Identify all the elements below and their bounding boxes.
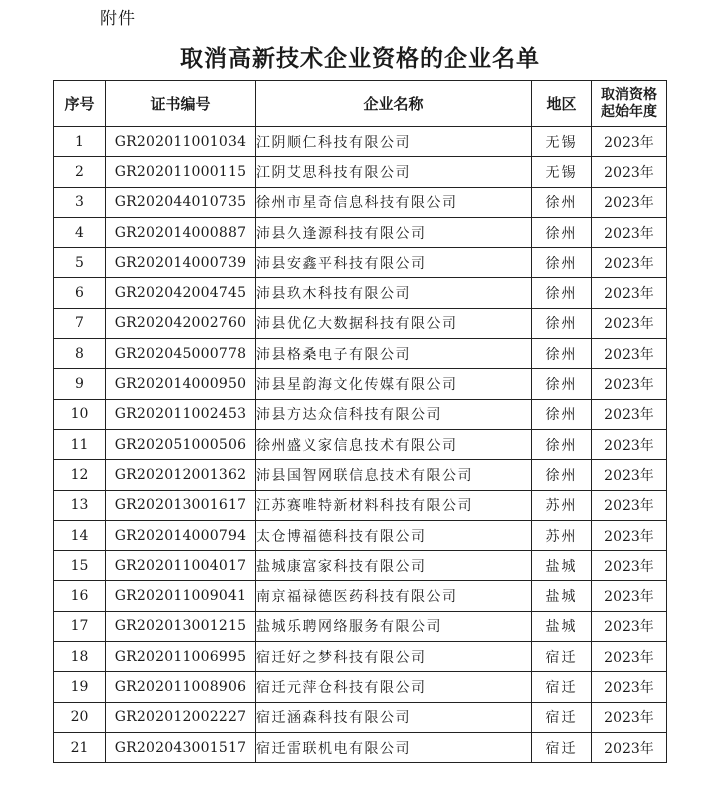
region: 徐州 bbox=[532, 369, 592, 399]
certificate-number: GR202011002453 bbox=[106, 399, 256, 429]
region: 徐州 bbox=[532, 248, 592, 278]
table-row bbox=[54, 732, 667, 762]
certificate-number: GR202045000778 bbox=[106, 339, 256, 369]
region: 盐城 bbox=[532, 551, 592, 581]
row-index: 18 bbox=[54, 642, 106, 672]
revocation-start-year: 2023年 bbox=[592, 308, 667, 338]
table-row bbox=[54, 217, 667, 247]
region: 无锡 bbox=[532, 127, 592, 157]
row-index: 14 bbox=[54, 520, 106, 550]
company-name: 沛县优亿大数据科技有限公司 bbox=[256, 308, 532, 338]
table-row bbox=[54, 399, 667, 429]
table-header bbox=[54, 81, 667, 127]
certificate-number: GR202042004745 bbox=[106, 278, 256, 308]
revocation-start-year: 2023年 bbox=[592, 490, 667, 520]
row-index: 19 bbox=[54, 672, 106, 702]
certificate-number: GR202014000887 bbox=[106, 217, 256, 247]
table-row bbox=[54, 429, 667, 459]
certificate-number: GR202044010735 bbox=[106, 187, 256, 217]
region: 无锡 bbox=[532, 157, 592, 187]
company-name: 盐城乐聘网络服务有限公司 bbox=[256, 611, 532, 641]
region: 宿迁 bbox=[532, 702, 592, 732]
company-name: 宿迁元萍仓科技有限公司 bbox=[256, 672, 532, 702]
company-name: 宿迁雷联机电有限公司 bbox=[256, 732, 532, 762]
revocation-start-year: 2023年 bbox=[592, 672, 667, 702]
certificate-number: GR202011008906 bbox=[106, 672, 256, 702]
revocation-start-year: 2023年 bbox=[592, 339, 667, 369]
revocation-start-year: 2023年 bbox=[592, 642, 667, 672]
header-year: 取消资格起始年度 bbox=[592, 81, 667, 127]
revocation-start-year: 2023年 bbox=[592, 460, 667, 490]
region: 徐州 bbox=[532, 308, 592, 338]
company-name: 江苏赛唯特新材料科技有限公司 bbox=[256, 490, 532, 520]
certificate-number: GR202042002760 bbox=[106, 308, 256, 338]
certificate-number: GR202051000506 bbox=[106, 429, 256, 459]
row-index: 6 bbox=[54, 278, 106, 308]
region: 苏州 bbox=[532, 520, 592, 550]
certificate-number: GR202014000739 bbox=[106, 248, 256, 278]
row-index: 8 bbox=[54, 339, 106, 369]
row-index: 2 bbox=[54, 157, 106, 187]
region: 徐州 bbox=[532, 278, 592, 308]
table-row bbox=[54, 187, 667, 217]
revocation-start-year: 2023年 bbox=[592, 127, 667, 157]
row-index: 3 bbox=[54, 187, 106, 217]
row-index: 10 bbox=[54, 399, 106, 429]
revocation-start-year: 2023年 bbox=[592, 399, 667, 429]
company-name: 徐州市星奇信息科技有限公司 bbox=[256, 187, 532, 217]
revocation-start-year: 2023年 bbox=[592, 187, 667, 217]
attachment-label: 附件 bbox=[100, 9, 136, 29]
region: 宿迁 bbox=[532, 732, 592, 762]
table-row bbox=[54, 520, 667, 550]
region: 徐州 bbox=[532, 217, 592, 247]
table-row bbox=[54, 369, 667, 399]
certificate-number: GR202012001362 bbox=[106, 460, 256, 490]
revocation-start-year: 2023年 bbox=[592, 248, 667, 278]
certificate-number: GR202014000950 bbox=[106, 369, 256, 399]
company-name: 沛县安鑫平科技有限公司 bbox=[256, 248, 532, 278]
company-name: 盐城康富家科技有限公司 bbox=[256, 551, 532, 581]
region: 盐城 bbox=[532, 581, 592, 611]
table-row bbox=[54, 308, 667, 338]
region: 盐城 bbox=[532, 611, 592, 641]
table-row bbox=[54, 460, 667, 490]
revocation-start-year: 2023年 bbox=[592, 611, 667, 641]
row-index: 11 bbox=[54, 429, 106, 459]
company-name: 沛县久逢源科技有限公司 bbox=[256, 217, 532, 247]
table-row bbox=[54, 157, 667, 187]
region: 徐州 bbox=[532, 187, 592, 217]
region: 徐州 bbox=[532, 399, 592, 429]
row-index: 17 bbox=[54, 611, 106, 641]
revocation-start-year: 2023年 bbox=[592, 581, 667, 611]
table-row bbox=[54, 248, 667, 278]
certificate-number: GR202013001617 bbox=[106, 490, 256, 520]
header-index: 序号 bbox=[54, 81, 106, 127]
table-row bbox=[54, 672, 667, 702]
certificate-number: GR202011001034 bbox=[106, 127, 256, 157]
certificate-number: GR202011009041 bbox=[106, 581, 256, 611]
table-row bbox=[54, 611, 667, 641]
row-index: 20 bbox=[54, 702, 106, 732]
region: 宿迁 bbox=[532, 642, 592, 672]
table-row bbox=[54, 642, 667, 672]
revocation-start-year: 2023年 bbox=[592, 702, 667, 732]
region: 徐州 bbox=[532, 339, 592, 369]
row-index: 21 bbox=[54, 732, 106, 762]
row-index: 9 bbox=[54, 369, 106, 399]
company-name: 沛县格桑电子有限公司 bbox=[256, 339, 532, 369]
company-name: 宿迁涵森科技有限公司 bbox=[256, 702, 532, 732]
company-name: 宿迁好之梦科技有限公司 bbox=[256, 642, 532, 672]
certificate-number: GR202043001517 bbox=[106, 732, 256, 762]
company-name: 沛县国智网联信息技术有限公司 bbox=[256, 460, 532, 490]
header-region: 地区 bbox=[532, 81, 592, 127]
revocation-start-year: 2023年 bbox=[592, 217, 667, 247]
region: 宿迁 bbox=[532, 672, 592, 702]
revoked-enterprise-table bbox=[53, 80, 667, 763]
region: 苏州 bbox=[532, 490, 592, 520]
row-index: 16 bbox=[54, 581, 106, 611]
table-row bbox=[54, 490, 667, 520]
document-title: 取消高新技术企业资格的企业名单 bbox=[180, 46, 540, 72]
certificate-number: GR202011006995 bbox=[106, 642, 256, 672]
row-index: 12 bbox=[54, 460, 106, 490]
region: 徐州 bbox=[532, 429, 592, 459]
company-name: 南京福禄德医药科技有限公司 bbox=[256, 581, 532, 611]
header-row bbox=[54, 81, 667, 127]
table-body bbox=[54, 127, 667, 763]
row-index: 4 bbox=[54, 217, 106, 247]
company-name: 江阴艾思科技有限公司 bbox=[256, 157, 532, 187]
table-row bbox=[54, 127, 667, 157]
table-row bbox=[54, 551, 667, 581]
revocation-start-year: 2023年 bbox=[592, 429, 667, 459]
certificate-number: GR202014000794 bbox=[106, 520, 256, 550]
row-index: 15 bbox=[54, 551, 106, 581]
table-row bbox=[54, 278, 667, 308]
revocation-start-year: 2023年 bbox=[592, 732, 667, 762]
row-index: 1 bbox=[54, 127, 106, 157]
row-index: 5 bbox=[54, 248, 106, 278]
revocation-start-year: 2023年 bbox=[592, 157, 667, 187]
revocation-start-year: 2023年 bbox=[592, 551, 667, 581]
revocation-start-year: 2023年 bbox=[592, 278, 667, 308]
company-name: 沛县星韵海文化传媒有限公司 bbox=[256, 369, 532, 399]
company-name: 徐州盛义家信息技术有限公司 bbox=[256, 429, 532, 459]
table-row bbox=[54, 339, 667, 369]
certificate-number: GR202013001215 bbox=[106, 611, 256, 641]
company-name: 太仓博福德科技有限公司 bbox=[256, 520, 532, 550]
row-index: 7 bbox=[54, 308, 106, 338]
table-row bbox=[54, 581, 667, 611]
company-name: 沛县玖木科技有限公司 bbox=[256, 278, 532, 308]
header-company: 企业名称 bbox=[256, 81, 532, 127]
company-name: 江阴顺仁科技有限公司 bbox=[256, 127, 532, 157]
revocation-start-year: 2023年 bbox=[592, 369, 667, 399]
certificate-number: GR202011004017 bbox=[106, 551, 256, 581]
region: 徐州 bbox=[532, 460, 592, 490]
revocation-start-year: 2023年 bbox=[592, 520, 667, 550]
header-cert-no: 证书编号 bbox=[106, 81, 256, 127]
certificate-number: GR202012002227 bbox=[106, 702, 256, 732]
certificate-number: GR202011000115 bbox=[106, 157, 256, 187]
company-name: 沛县方达众信科技有限公司 bbox=[256, 399, 532, 429]
row-index: 13 bbox=[54, 490, 106, 520]
table-row bbox=[54, 702, 667, 732]
